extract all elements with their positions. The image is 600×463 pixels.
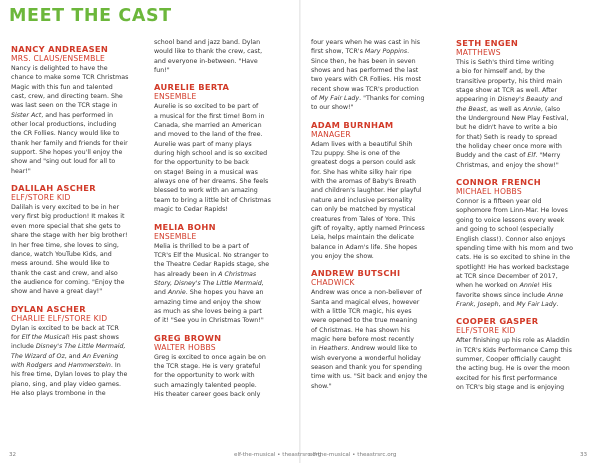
cast-bio xyxy=(154,38,289,75)
bio-italic-text: Elf xyxy=(527,152,536,160)
column-4 xyxy=(456,38,591,399)
bio-italic-text: Disney's Beauty and the Beast xyxy=(456,96,563,113)
bio-text: , (also the Underground New Play Festival, but he didn't have to write a bio for that) Seth is ready to spread the holiday cheer once more with Buddy and the cast of xyxy=(456,105,569,160)
cast-entry xyxy=(11,304,146,399)
cast-bio xyxy=(11,64,146,176)
bio-text: Aurelie is so excited to be part of a musical for the first time! Born in Canada, she married an American and moved to the land of the free. Aurelie was part of many plays during high school and is so excited for the opportunity to be back on stage! Being in a musical was always one of her dreams. She feels blessed to work with an amazing team to bring a little bit of Christmas magic to Cedar Rapids! xyxy=(154,103,271,214)
cast-role: ENSEMBLE xyxy=(154,92,197,102)
cast-entry xyxy=(154,333,289,400)
bio-italic-text: Mary Poppins xyxy=(364,48,408,56)
cast-role: CHADWICK xyxy=(311,278,355,288)
bio-text: After finishing up his role as Aladdin in TCR's Kids Performance Camp this summer, Cooper officially caught the acting bug. He is over the moon excited for his first performance on TCR's big stage and is enjoying xyxy=(456,337,572,391)
cast-role: MRS. CLAUS/ENSEMBLE xyxy=(11,54,106,63)
bio-italic-text: Annie xyxy=(522,105,541,113)
bio-text: . "Merry Christmas, and enjoy the show!" xyxy=(456,152,561,169)
bio-text: and xyxy=(154,289,166,297)
bio-text: . She hopes you have an amazing time and enjoy the show as much as she loves being a part of it! "See you in Christmas Town!" xyxy=(154,289,264,325)
page-number-left: 32 xyxy=(9,452,17,458)
bio-text: . "Thanks for coming to our show!" xyxy=(311,95,425,112)
cast-bio xyxy=(11,203,146,296)
footer-url-right: elf-the-musical • theastrsrc.org xyxy=(309,452,397,458)
cast-entry xyxy=(456,38,591,170)
bio-text: , and has performed in other local productions, including the CR Follies. Nancy would like to thank her family and friends for their support. She hopes you'll enjoy the show and "sing out loud for all to hear!" xyxy=(11,111,128,175)
bio-text: four years when he was cast in his first show, TCR's xyxy=(311,39,420,56)
bio-italic-text: Annie xyxy=(519,282,538,290)
cast-role: MATTHEWS xyxy=(456,48,501,57)
bio-text: , as well as xyxy=(486,105,523,113)
bio-italic-text: My Fair Lady xyxy=(319,95,360,103)
cast-name: ADAM BURNHAM xyxy=(311,119,394,130)
bio-italic-text: Disney's The Little Mermaid, The Wizard of Oz xyxy=(11,343,126,360)
bio-text: Greg is excited to once again be on the TCR stage. He is very grateful for the opportunity to work with such amazingly talented people. His theater career goes back only xyxy=(154,353,266,398)
bio-text: Adam lives with a beautiful Shih Tzu puppy. She is one of the greatest dogs a person could ask for. She has white silky hair ripe with the aromas of Baby's Breath and children's laughter. Her playful nature and inclusive personality can only be matched by mystical creatures from Tales of Yore. This gift of royalty, aptly named Princess Leia, helps maintain the delicate balance in Adam's life. She hopes you enjoy the show. xyxy=(311,140,425,260)
cast-name: AURELIE BERTA xyxy=(154,82,230,93)
cast-entry xyxy=(456,316,591,392)
page-gutter xyxy=(299,0,301,463)
cast-name: COOPER GASPER xyxy=(456,316,539,327)
cast-entry xyxy=(11,183,146,296)
bio-text: ! His past shows include xyxy=(11,333,119,351)
bio-italic-text: Elf the Musical xyxy=(21,333,68,341)
cast-bio xyxy=(456,197,591,309)
bio-text: Dylan is excited to be back at TCR for xyxy=(11,324,119,341)
cast-entry-continued xyxy=(154,38,289,75)
cast-entry xyxy=(154,82,289,214)
bio-text: , and xyxy=(498,300,517,308)
bio-text: Dalilah is very excited to be in her very first big production! It makes it even more special that she gets to share the stage with her big brother! In her free time, she loves to sing, dance, watch YouTube Kids, and mess around. She would like to thank the cast and crew, and also the audience for coming. "Enjoy the show and have a great day!" xyxy=(11,204,128,296)
cast-name: CONNOR FRENCH xyxy=(456,177,541,188)
bio-text: , and xyxy=(64,352,83,360)
cast-name: DYLAN ASCHER xyxy=(11,303,86,314)
cast-bio xyxy=(311,288,446,391)
column-2 xyxy=(154,38,289,406)
cast-bio xyxy=(456,58,591,170)
cast-name: ANDREW BUTSCHI xyxy=(311,268,401,279)
cast-name: NANCY ANDREASEN xyxy=(11,44,109,54)
page-number-right: 33 xyxy=(580,452,588,458)
bio-text: Andrew was once a non-believer of Santa and magical elves, however with a little TCR magic, his eyes were opened to the true meaning of Christmas. He has shown his magic here before most recently in xyxy=(311,289,422,353)
cast-entry xyxy=(11,44,146,176)
cast-entry xyxy=(311,120,446,261)
bio-italic-text: Heathers xyxy=(318,345,348,353)
footer-url-left: elf-the-musical • theastrsrc.org xyxy=(234,452,322,458)
cast-role: ELF/STORE KID xyxy=(456,326,516,336)
bio-text: . xyxy=(556,300,559,308)
cast-name: MELIA BOHN xyxy=(154,221,216,232)
bio-italic-text: Anne Frank, Joseph xyxy=(456,291,564,308)
cast-role: MICHAEL HOBBS xyxy=(456,187,522,197)
cast-name: GREG BROWN xyxy=(154,332,222,343)
cast-bio xyxy=(11,324,146,399)
cast-entry xyxy=(311,268,446,391)
bio-italic-text: An Evening with Rodgers and Hammerstein xyxy=(11,352,119,369)
bio-text: Nancy is delighted to have the chance to make some TCR Christmas Magic with this fun and talented cast, crew, and directing team. She was last seen on the TCR stage in xyxy=(11,65,129,110)
cast-entry xyxy=(154,222,289,326)
bio-italic-text: A Christmas Story, Disney's The Little Mermaid, xyxy=(154,270,264,287)
column-3 xyxy=(311,38,446,398)
cast-bio xyxy=(154,242,289,326)
cast-role: WALTER HOBBS xyxy=(154,342,216,352)
cast-bio xyxy=(154,353,289,400)
cast-name: SETH ENGEN xyxy=(456,38,519,48)
bio-italic-text: My Fair Lady xyxy=(516,300,557,308)
bio-text: school band and jazz band. Dylan would like to thank the crew, cast, and everyone in-between. "Have fun!" xyxy=(154,39,263,75)
bio-text: . In his free time, Dylan loves to play the piano, sing, and play video games. He also plays trombone in the xyxy=(11,361,128,397)
column-1 xyxy=(11,44,146,405)
cast-entry xyxy=(456,177,591,309)
bio-text: ! His favorite shows since include xyxy=(456,282,552,299)
cast-entry-continued xyxy=(311,38,446,113)
cast-name: DALILAH ASCHER xyxy=(11,183,96,194)
cast-bio xyxy=(154,102,289,214)
cast-bio xyxy=(311,38,446,113)
cast-bio xyxy=(456,336,591,392)
cast-role: ENSEMBLE xyxy=(154,231,197,241)
bio-text: . Since then, he has been in seven shows and has performed the last two years with CR Follies. His most recent show was TCR's production of xyxy=(311,48,422,103)
bio-text: . Andrew would like to wish everyone a wonderful holiday season and thank you for spending time with us. "Sit back and enjoy the show." xyxy=(311,345,428,390)
bio-text: Melia is thrilled to be a part of TCR's Elf the Musical. No stranger to the Theatre Cedar Rapids stage, she has already been in xyxy=(154,242,270,278)
page-title: MEET THE CAST xyxy=(9,6,172,26)
bio-text: This is Seth's third time writing a bio for himself and, by the transitive property, his third main stage show at TCR as well. After appearing in xyxy=(456,59,563,104)
cast-bio xyxy=(311,140,446,261)
bio-italic-text: Sister Act xyxy=(11,111,42,119)
bio-italic-text: Annie xyxy=(167,289,186,297)
bio-text: Connor is a fifteen year old sophomore from Linn-Mar. He loves going to voice lessons every week and going to school (especially English class!). Connor also enjoys spending time with his mom and two cats. He is so excited to shine in the spotlight! He has worked backstage at TCR since December of 2017, when he worked on xyxy=(456,198,573,290)
cast-role: CHARLIE ELF/STORE KID xyxy=(11,313,108,323)
cast-role: ELF/STORE KID xyxy=(11,193,71,203)
cast-role: MANAGER xyxy=(311,129,351,139)
